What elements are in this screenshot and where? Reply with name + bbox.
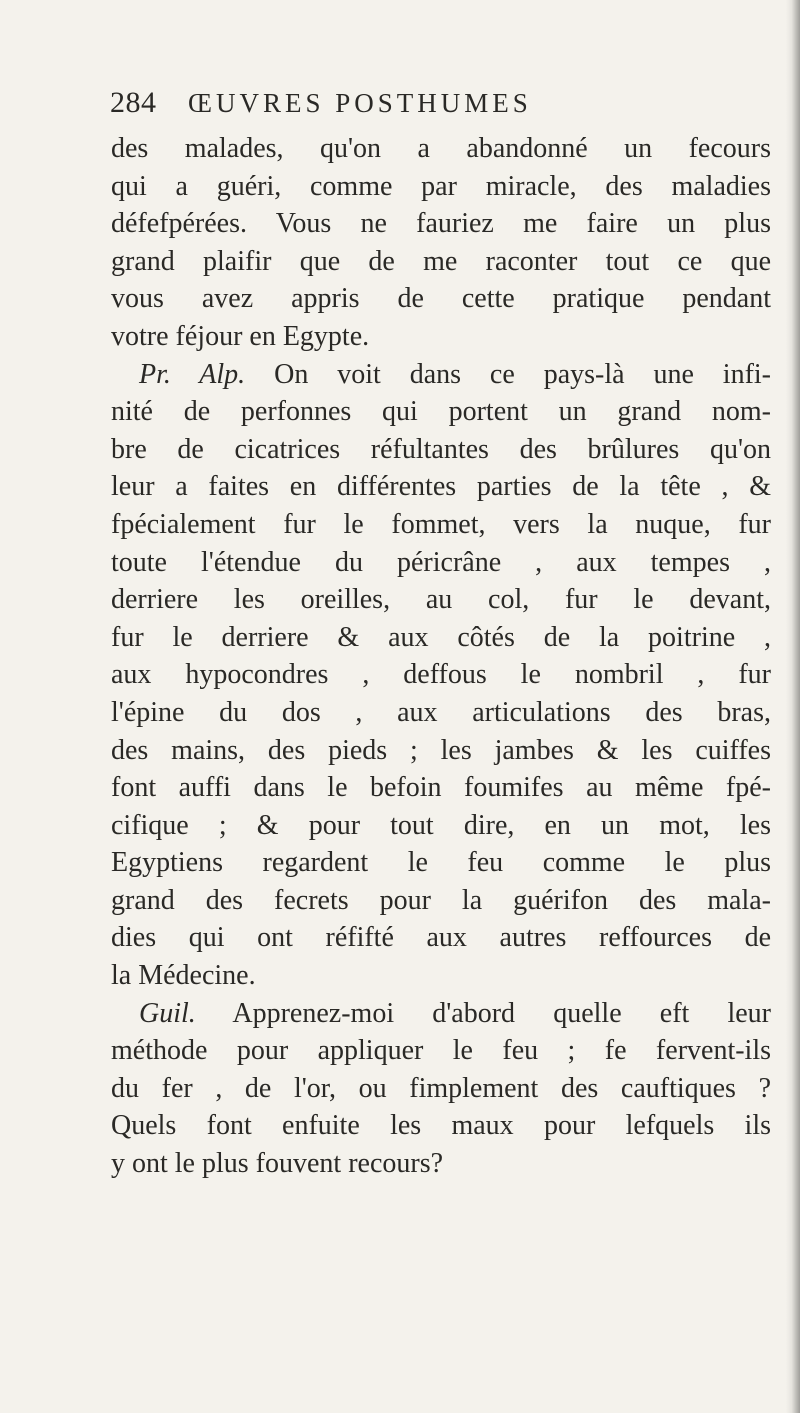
- line-text: grand plaifir que de me raconter tout ce que: [111, 245, 771, 277]
- text-line: [111, 844, 771, 882]
- text-line: [111, 431, 771, 469]
- text-line: [111, 1107, 771, 1145]
- text-line: [111, 1032, 771, 1070]
- text-line: [111, 995, 771, 1033]
- line-text: font auffi dans le befoin foumifes au même fpé-: [111, 772, 771, 804]
- line-text: défefpérées. Vous ne fauriez me faire un plus: [111, 208, 771, 240]
- text-line: [111, 506, 771, 544]
- text-line: [111, 619, 771, 657]
- line-text: derriere les oreilles, au col, fur le devant,: [111, 584, 771, 616]
- page-number: 284: [110, 86, 157, 119]
- text-line: [111, 356, 771, 394]
- text-line: [111, 130, 771, 168]
- line-text: la Médecine.: [111, 960, 256, 992]
- line-text: grand des fecrets pour la guérifon des mala-: [111, 884, 771, 916]
- text-line: [111, 694, 771, 732]
- text-line: [111, 280, 771, 318]
- text-line: [111, 318, 771, 356]
- text-line: [111, 882, 771, 920]
- line-text: méthode pour appliquer le feu ; fe fervent-ils: [111, 1035, 771, 1067]
- line-text: fpécialement fur le fommet, vers la nuque, fur: [111, 508, 771, 540]
- text-line: [111, 1145, 771, 1183]
- text-line: [111, 468, 771, 506]
- line-text: qui a guéri, comme par miracle, des maladies: [111, 170, 771, 202]
- line-text: l'épine du dos , aux articulations des bras,: [111, 696, 771, 728]
- text-line: [111, 732, 771, 770]
- text-line: [111, 919, 771, 957]
- line-text: fur le derriere & aux côtés de la poitrine ,: [111, 621, 771, 653]
- text-line: [111, 581, 771, 619]
- text-line: [111, 656, 771, 694]
- line-text: Egyptiens regardent le feu comme le plus: [111, 847, 771, 879]
- line-text: bre de cicatrices réfultantes des brûlures qu'on: [111, 433, 771, 465]
- line-text: toute l'étendue du péricrâne , aux tempes ,: [111, 546, 771, 578]
- body-text: [111, 130, 771, 1183]
- text-line: [111, 393, 771, 431]
- text-line: [111, 205, 771, 243]
- running-head: ŒUVRES POSTHUMES: [188, 88, 532, 118]
- line-text: Quels font enfuite les maux pour lefquels ils: [111, 1110, 771, 1142]
- line-text: vous avez appris de cette pratique pendant: [111, 283, 771, 315]
- line-text: dies qui ont réfifté aux autres reffources de: [111, 922, 771, 954]
- text-line: [111, 769, 771, 807]
- line-text: des mains, des pieds ; les jambes & les cuiffes: [111, 734, 771, 766]
- line-text: votre féjour en Egypte.: [111, 320, 370, 352]
- line-text: Apprenez-moi d'abord quelle eft leur: [195, 997, 771, 1029]
- line-text: aux hypocondres , deffous le nombril , fur: [111, 659, 771, 691]
- line-text: cifique ; & pour tout dire, en un mot, les: [111, 809, 771, 841]
- page-edge-shadow: [786, 0, 800, 1413]
- line-text: des malades, qu'on a abandonné un fecours: [111, 133, 771, 164]
- text-line: [111, 957, 771, 995]
- text-line: [111, 1070, 771, 1108]
- text-line: [111, 544, 771, 582]
- speaker-name: Pr. Alp.: [139, 358, 246, 390]
- text-line: [111, 807, 771, 845]
- line-text: nité de perfonnes qui portent un grand nom-: [111, 396, 771, 428]
- line-text: y ont le plus fouvent recours?: [111, 1148, 444, 1180]
- text-line: [111, 243, 771, 281]
- line-text: leur a faites en différentes parties de la tête , &: [111, 471, 771, 503]
- speaker-name: Guil.: [139, 997, 196, 1029]
- page-header: [110, 86, 750, 126]
- line-text: On voit dans ce pays-là une infi-: [245, 358, 771, 390]
- text-line: [111, 168, 771, 206]
- line-text: du fer , de l'or, ou fimplement des cauftiques ?: [111, 1072, 771, 1104]
